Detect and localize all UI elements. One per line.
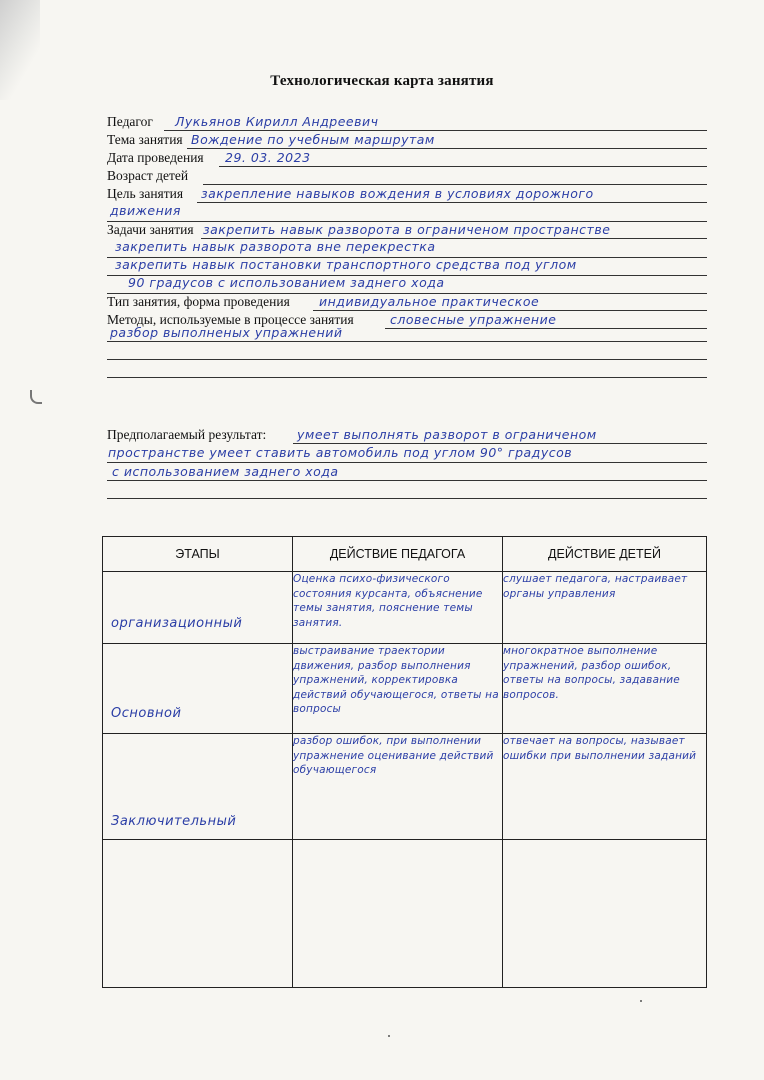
table-row (103, 572, 707, 644)
goal-value-line2: движения (110, 203, 181, 218)
header-stages: ЭТАПЫ (103, 537, 293, 572)
page-title: Технологическая карта занятия (270, 73, 494, 89)
goal-value-line1: закрепление навыков вождения в условиях дорожного (201, 186, 594, 201)
result-field (107, 426, 707, 444)
methods-value-line1: словесные упражнение (390, 312, 557, 327)
stages-table (102, 536, 707, 988)
type-value: индивидуальное практическое (319, 294, 540, 309)
stage-name: Заключительный (111, 814, 237, 829)
methods-rule-4 (107, 377, 707, 378)
date-value: 29. 03. 2023 (225, 150, 311, 165)
result-rule-3 (107, 480, 707, 481)
topic-field (107, 131, 707, 149)
result-rule-4 (107, 498, 707, 499)
stage-cell (103, 840, 293, 988)
tasks-line-3: закрепить навык постановки транспортного средства под углом (115, 257, 577, 272)
teacher-action-cell: разбор ошибок, при выполнении упражнение оценивание действий обучающегося (293, 734, 503, 840)
tasks-label: Задачи занятия (107, 222, 194, 237)
teacher-action-cell: выстраивание траектории движения, разбор выполнения упражнений, корректировка действий обучающегося, ответы на вопросы (293, 644, 503, 734)
table-row (103, 734, 707, 840)
result-label: Предполагаемый результат: (107, 427, 267, 442)
result-value-line1: умеет выполнять разворот в ограниченом (297, 427, 597, 442)
teacher-action-cell (293, 840, 503, 988)
scan-speck (388, 1035, 390, 1037)
table-row (103, 644, 707, 734)
methods-value-line2: разбор выполненых упражнений (110, 325, 343, 340)
stage-name: организационный (111, 616, 243, 631)
table-row (103, 840, 707, 988)
children-action-cell: отвечает на вопросы, называет ошибки при выполнении заданий (503, 734, 707, 840)
date-field (107, 149, 707, 167)
tasks-line-1: закрепить навык разворота в ограниченом пространстве (203, 222, 611, 237)
header-children-action: ДЕЙСТВИЕ ДЕТЕЙ (503, 537, 707, 572)
date-label: Дата проведения (107, 150, 204, 165)
table-header-row (103, 537, 707, 572)
children-action-cell: многократное выполнение упражнений, разбор ошибок, ответы на вопросы, задавание вопросов. (503, 644, 707, 734)
stage-cell (103, 734, 293, 840)
stage-cell (103, 572, 293, 644)
methods-rule-2 (107, 341, 707, 342)
children-action-cell: слушает педагога, настраивает органы управления (503, 572, 707, 644)
methods-rule-3 (107, 359, 707, 360)
tasks-line-4: 90 градусов с использованием заднего хода (128, 275, 445, 290)
result-value-line2: пространстве умеет ставить автомобиль под углом 90° градусов (108, 445, 573, 460)
scan-clip-mark (30, 390, 42, 404)
children-action-cell (503, 840, 707, 988)
stage-cell (103, 644, 293, 734)
topic-value: Вождение по учебным маршрутам (191, 132, 435, 147)
type-field (107, 293, 707, 311)
header-teacher-action: ДЕЙСТВИЕ ПЕДАГОГА (293, 537, 503, 572)
tasks-line-2: закрепить навык разворота вне перекрестка (115, 239, 436, 254)
tasks-field (107, 221, 707, 239)
age-field (107, 167, 707, 185)
topic-label: Тема занятия (107, 132, 183, 147)
teacher-action-cell: Оценка психо-физического состояния курсанта, объяснение темы занятия, пояснение темы занятия. (293, 572, 503, 644)
result-value-line3: с использованием заднего хода (112, 464, 339, 479)
teacher-field (107, 113, 707, 131)
goal-label: Цель занятия (107, 186, 184, 201)
goal-field (107, 185, 707, 203)
stage-name: Основной (111, 706, 182, 721)
scan-speck (640, 1000, 642, 1002)
teacher-value: Лукьянов Кирилл Андреевич (175, 114, 379, 129)
type-label: Тип занятия, форма проведения (107, 294, 290, 309)
age-label: Возраст детей (107, 168, 189, 183)
result-rule-2 (107, 462, 707, 463)
methods-label: Методы, используемые в процессе занятия (107, 312, 354, 327)
teacher-label: Педагог (107, 114, 153, 129)
